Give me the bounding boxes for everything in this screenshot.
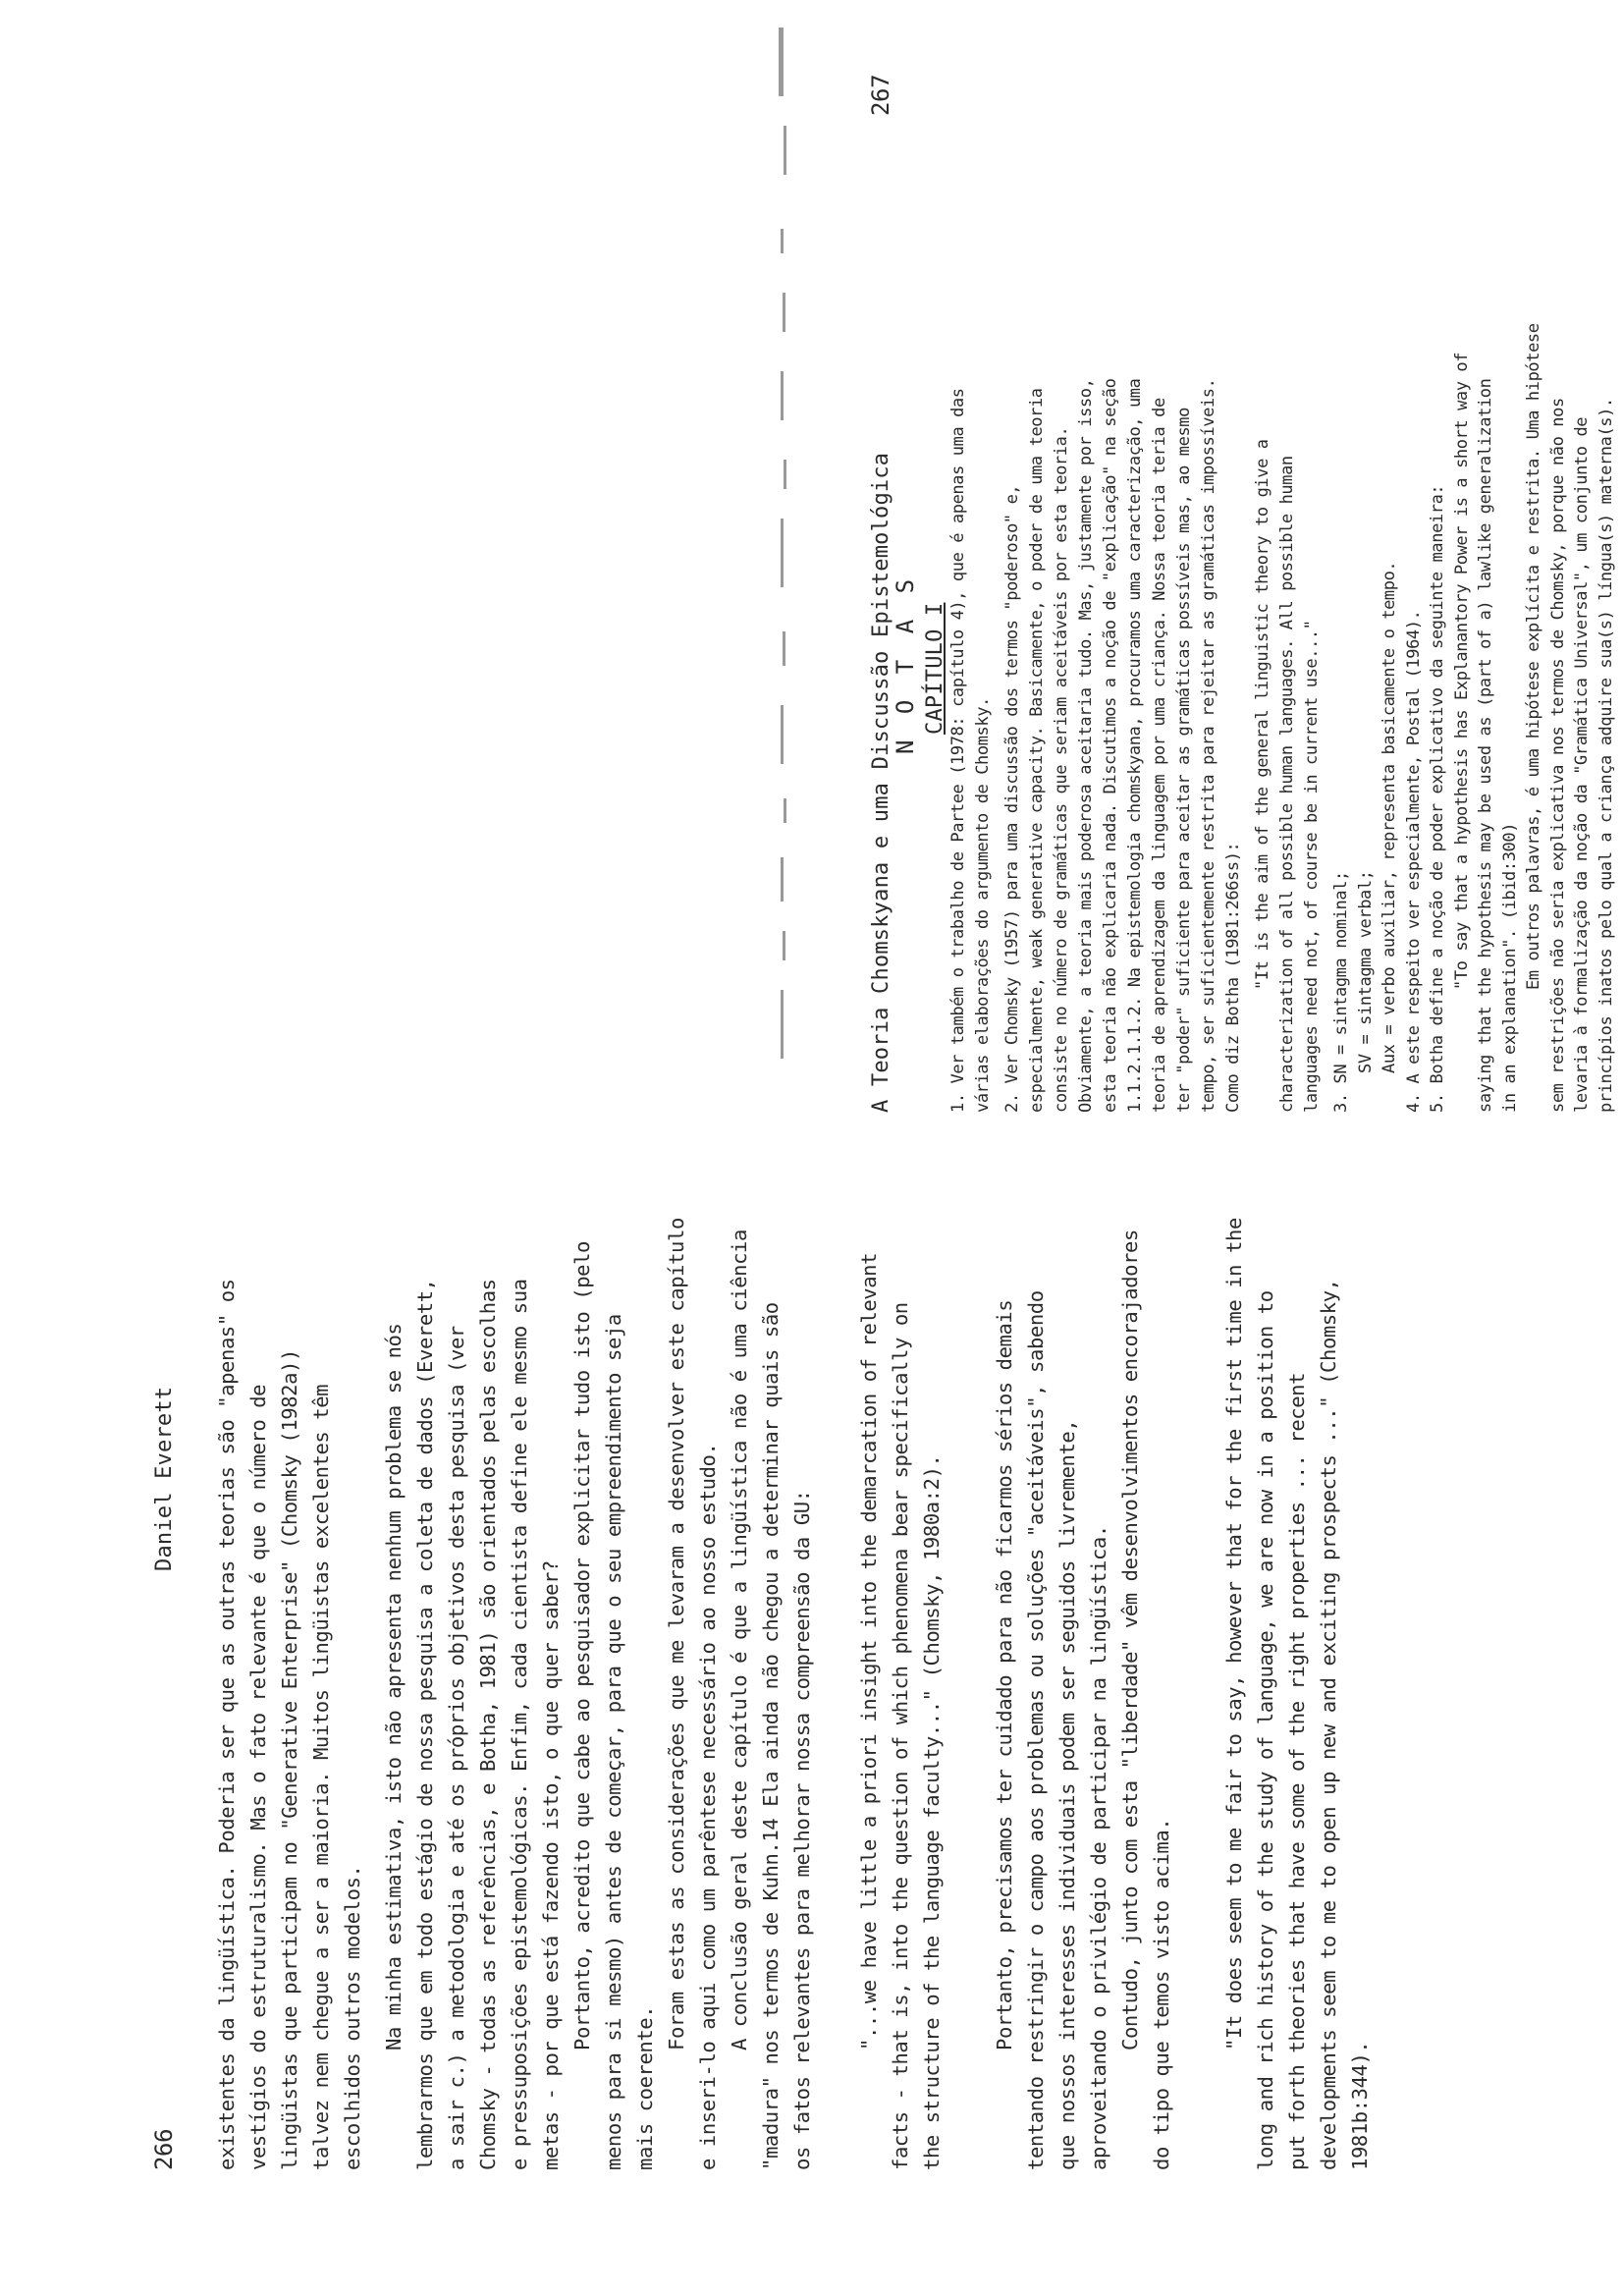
text-line: Chomsky - todas as referências, e Botha, 1981) são orientados pelas escolhas — [476, 1279, 500, 2170]
text-line: talvez nem chegue a ser a maioria. Muitos lingüistas excelentes têm — [309, 1384, 333, 2170]
text-line: Portanto, precisamos ter cuidado para não ficarmos sérios demais — [993, 1299, 1016, 2050]
quote-line: put forth theories that have some of the right properties ... recent — [1285, 1372, 1309, 2170]
text-line: vestígios do estruturalismo. Mas o fato relevante é que o número de — [246, 1384, 270, 2170]
quote-line: the structure of the language faculty..." (Chomsky, 1980a:2). — [920, 1454, 944, 2170]
note-line: teoria de aprendizagem da linguagem por uma criança. Nossa teoria teria de — [1150, 398, 1169, 1113]
note-line: esta teoria não explicaria nada. Discutimos a noção de "explicação" na seção — [1101, 378, 1120, 1113]
text-line: lembrarmos que em todo estágio de nossa pesquisa a coleta de dados (Everett, — [413, 1279, 437, 2170]
text-line: metas - por que está fazendo isto, o que quer saber? — [539, 1560, 563, 2170]
note-line: 1. Ver também o trabalho de Partee (1978: capítulo 4), que é apenas uma das — [948, 388, 968, 1113]
text-line: Foram estas as considerações que me levaram a desenvolver este capítulo — [665, 1218, 688, 2050]
text-line: mais coerente. — [633, 2005, 657, 2170]
right-page-number: 267 — [867, 74, 894, 116]
quote-line: "...we have little a priori insight into the demarcation of relevant — [857, 1252, 881, 2050]
note-line: 3. SN = sintagma nominal; — [1331, 871, 1351, 1113]
note-line: Em outros palavras, é uma hipótese explícita e restrita. Uma hipótese — [1524, 323, 1543, 990]
left-page-number: 266 — [150, 2128, 178, 2170]
note-line: várias elaborações do argumento de Chomsky. — [973, 697, 993, 1113]
note-line: sem restrições não seria explicativa nos termos de Chomsky, porque não nos — [1548, 398, 1568, 1113]
note-line: levaria à formalização da noção da "Gramática Universal", um conjunto de — [1572, 416, 1592, 1113]
text-line: e pressuposições epistemológicas. Enfim, cada cientista define ele mesmo sua — [508, 1279, 531, 2170]
quote-line: "It is the aim of the general linguistic theory to give a — [1253, 439, 1272, 990]
note-line: princípios inatos pelo qual a criança adquire sua(s) língua(s) materna(s). — [1596, 398, 1616, 1113]
quote-line: saying that the hypothesis may be used as (part of a) lawlike generalization — [1476, 378, 1495, 1113]
note-line: ter "poder" suficiente para aceitar as gramáticas possíveis mas, ao mesmo — [1174, 408, 1194, 1113]
note-line: 4. A este respeito ver especialmente, Postal (1964). — [1404, 610, 1424, 1113]
note-line: 1.1.2.1.1.2. Na epistemologia chomskyana, procuramos uma caracterização, uma — [1125, 378, 1145, 1113]
text-line: A conclusão geral deste capítulo é que a lingüística não é uma ciência — [728, 1230, 751, 2050]
text-line: "madura" nos termos de Kuhn.14 Ela ainda não chegou a determinar quais são — [759, 1302, 783, 2170]
note-line: Aux = verbo auxiliar, representa basicamente o tempo. — [1380, 561, 1399, 1073]
right-running-header: A Teoria Chomskyana e uma Discussão Epistemológica — [869, 452, 893, 1113]
text-line: menos para si mesmo) antes de começar, para que o seu empreendimento seja — [602, 1314, 625, 2170]
text-line: tentando restringir o campo aos problemas ou soluções "aceitáveis", sabendo — [1024, 1290, 1048, 2170]
quote-line: facts - that is, into the question of which phenomena bear specifically on — [889, 1302, 912, 2170]
text-line: do tipo que temos visto acima. — [1150, 1818, 1173, 2170]
note-line: tempo, ser suficientemente restrita para rejeitar as gramáticas impossíveis. — [1199, 378, 1218, 1113]
binding-gutter — [771, 0, 800, 2296]
note-line: Obviamente, a teoria mais poderosa aceitaria tudo. Mas, justamente por isso, — [1076, 378, 1096, 1113]
quote-line: developments seem to me to open up new and exciting prospects ..." (Chomsky, — [1317, 1279, 1340, 2170]
quote-line: long and rich history of the study of language, we are now in a position to — [1254, 1290, 1277, 2170]
text-line: os fatos relevantes para melhorar nossa compreensão da GU: — [790, 1490, 814, 2170]
text-line: Na minha estimativa, isto não apresenta nenhum problema se nós — [382, 1323, 406, 2050]
note-line: Como diz Botha (1981:266ss): — [1223, 842, 1243, 1113]
quote-line: "It does seem to me fair to say, however that for the first time in the — [1222, 1218, 1246, 2050]
text-line: e inseri-lo aqui como um parêntese necessário ao nosso estudo. — [696, 1443, 720, 2170]
note-line: especialmente, weak generative capacity. Basicamente, o poder de uma teoria — [1027, 388, 1047, 1113]
text-line: Contudo, junto com esta "liberdade" vêm desenvolvimentos encorajadores — [1118, 1230, 1142, 2050]
quote-line: characterization of all possible human languages. All possible human — [1277, 456, 1297, 1113]
text-line: existentes da lingüística. Poderia ser que as outras teorias são "apenas" os — [215, 1279, 239, 2170]
text-line: lingüistas que participam no "Generative Enterprise" (Chomsky (1982a)) — [278, 1349, 301, 2170]
quote-line: in an explanation". (ibid:300) — [1500, 822, 1520, 1113]
chapter-subtitle: CAPÍTULO I — [923, 602, 947, 735]
text-line: a sair c.) a metodologia e até os próprios objetivos desta pesquisa (ver — [445, 1326, 468, 2170]
text-line: que nossos interesses individuais podem ser seguidos livremente, — [1055, 1419, 1079, 2170]
note-line: 2. Ver Chomsky (1957) para uma discussão dos termos "poderoso" e, — [1002, 484, 1022, 1113]
quote-line: "To say that a hypothesis has Explanantory Power is a short way of — [1452, 352, 1472, 990]
text-line: escolhidos outros modelos. — [341, 1865, 364, 2170]
note-line: 5. Botha define a noção de poder explicativo da seguinte maneira: — [1428, 484, 1447, 1113]
quote-line: 1981b:344). — [1348, 2041, 1372, 2170]
note-line: SV = sintagma verbal; — [1356, 870, 1376, 1073]
left-running-header: Daniel Everett — [152, 1386, 177, 1571]
text-line: Portanto, acredito que cabe ao pesquisador explicitar tudo isto (pelo — [570, 1240, 594, 2050]
text-line: aproveitando o privilégio de participar na lingüística. — [1087, 1525, 1110, 2170]
notes-title: N O T A S — [892, 573, 919, 754]
quote-line: languages need not, of course be in current use..." — [1302, 620, 1322, 1113]
note-line: consiste no número de gramáticas que seriam aceitáveis por esta teoria. — [1052, 426, 1071, 1113]
